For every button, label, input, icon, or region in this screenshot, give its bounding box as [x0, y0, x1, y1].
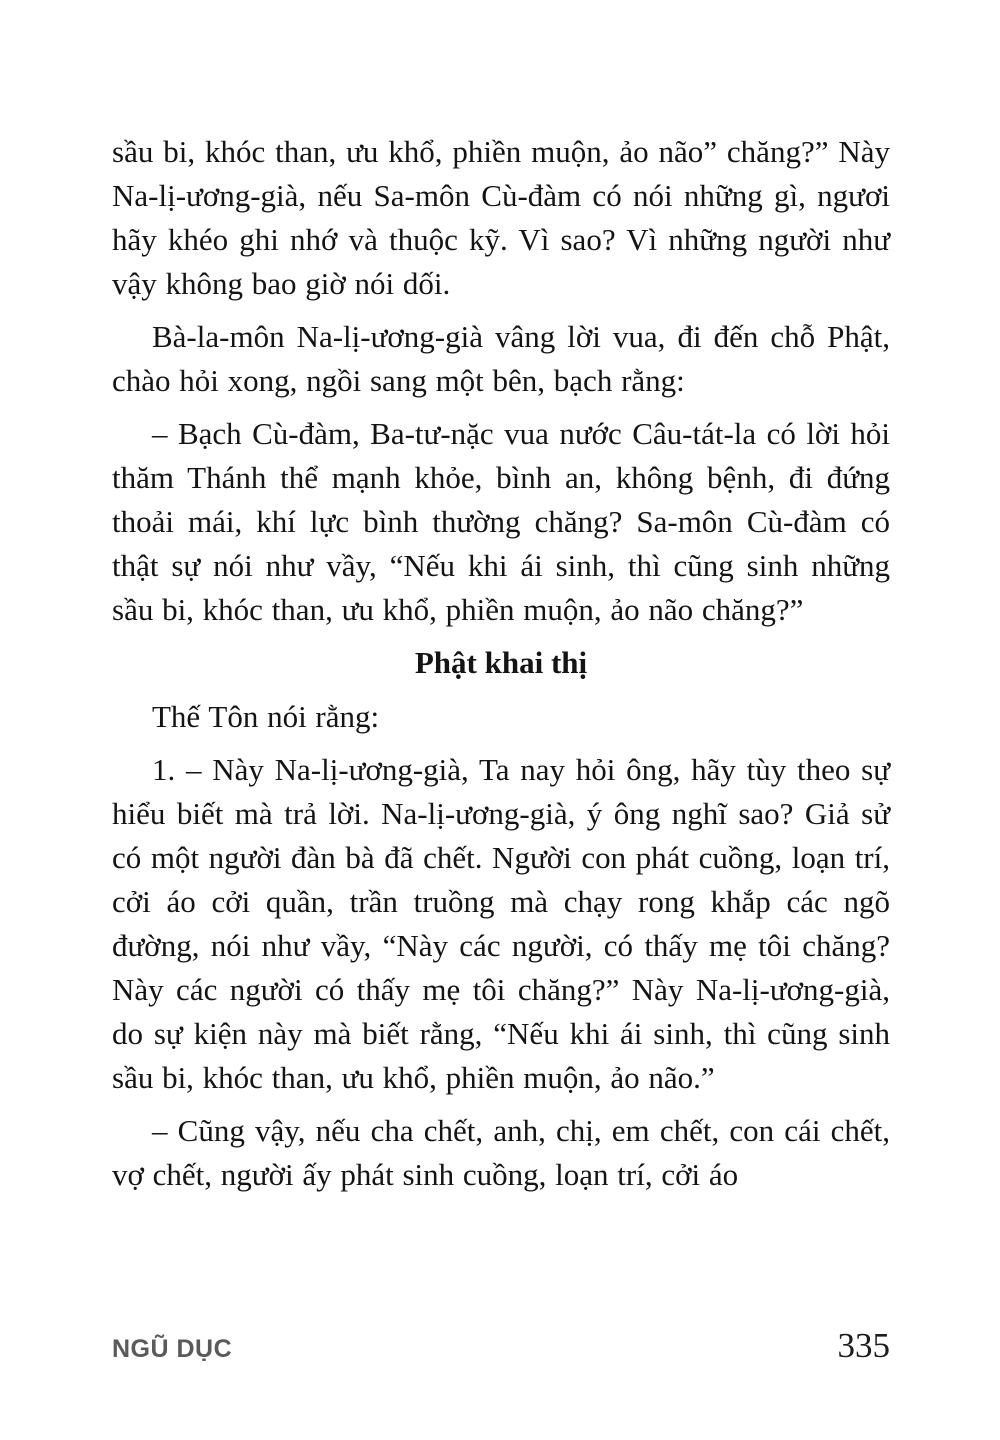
paragraph: – Bạch Cù-đàm, Ba-tư-nặc vua nước Câu-tát-la có lời hỏi thăm Thánh thể mạnh khỏe, bình an, không bệnh, đi đứng thoải mái, khí lực bình thường chăng? Sa-môn Cù-đàm có thật sự nói như vầy, “Nếu khi ái sinh, thì cũng sinh những sầu bi, khóc than, ưu khổ, phiền muộn, ảo não chăng?” — [112, 416, 890, 627]
page-footer — [112, 1326, 890, 1366]
running-title: NGŨ DỤC — [112, 1335, 233, 1363]
page-number: 335 — [837, 1326, 890, 1365]
paragraph: Bà-la-môn Na-lị-ương-già vâng lời vua, đi đến chỗ Phật, chào hỏi xong, ngồi sang một bên, bạch rằng: — [112, 319, 890, 398]
paragraph-continuation: sầu bi, khóc than, ưu khổ, phiền muộn, ảo não” chăng?” Này Na-lị-ương-già, nếu Sa-môn Cù-đàm có nói những gì, ngươi hãy khéo ghi nhớ và thuộc kỹ. Vì sao? Vì những người như vậy không bao giờ nói dối. — [112, 134, 890, 301]
paragraph: 1. – Này Na-lị-ương-già, Ta nay hỏi ông, hãy tùy theo sự hiểu biết mà trả lời. Na-lị-ương-già, ý ông nghĩ sao? Giả sử có một người đàn bà đã chết. Người con phát cuồng, loạn trí, cởi áo cởi quần, trần truồng mà chạy rong khắp các ngõ đường, nói như vầy, “Này các người, có thấy mẹ tôi chăng? Này các người có thấy mẹ tôi chăng?” Này Na-lị-ương-già, do sự kiện này mà biết rằng, “Nếu khi ái sinh, thì cũng sinh sầu bi, khóc than, ưu khổ, phiền muộn, ảo não.” — [112, 752, 890, 1095]
section-heading: Phật khai thị — [414, 645, 588, 680]
paragraph: Thế Tôn nói rằng: — [152, 699, 380, 734]
text-column — [112, 130, 890, 1206]
paragraph: – Cũng vậy, nếu cha chết, anh, chị, em chết, con cái chết, vợ chết, người ấy phát sinh cuồng, loạn trí, cởi áo — [112, 1113, 890, 1192]
